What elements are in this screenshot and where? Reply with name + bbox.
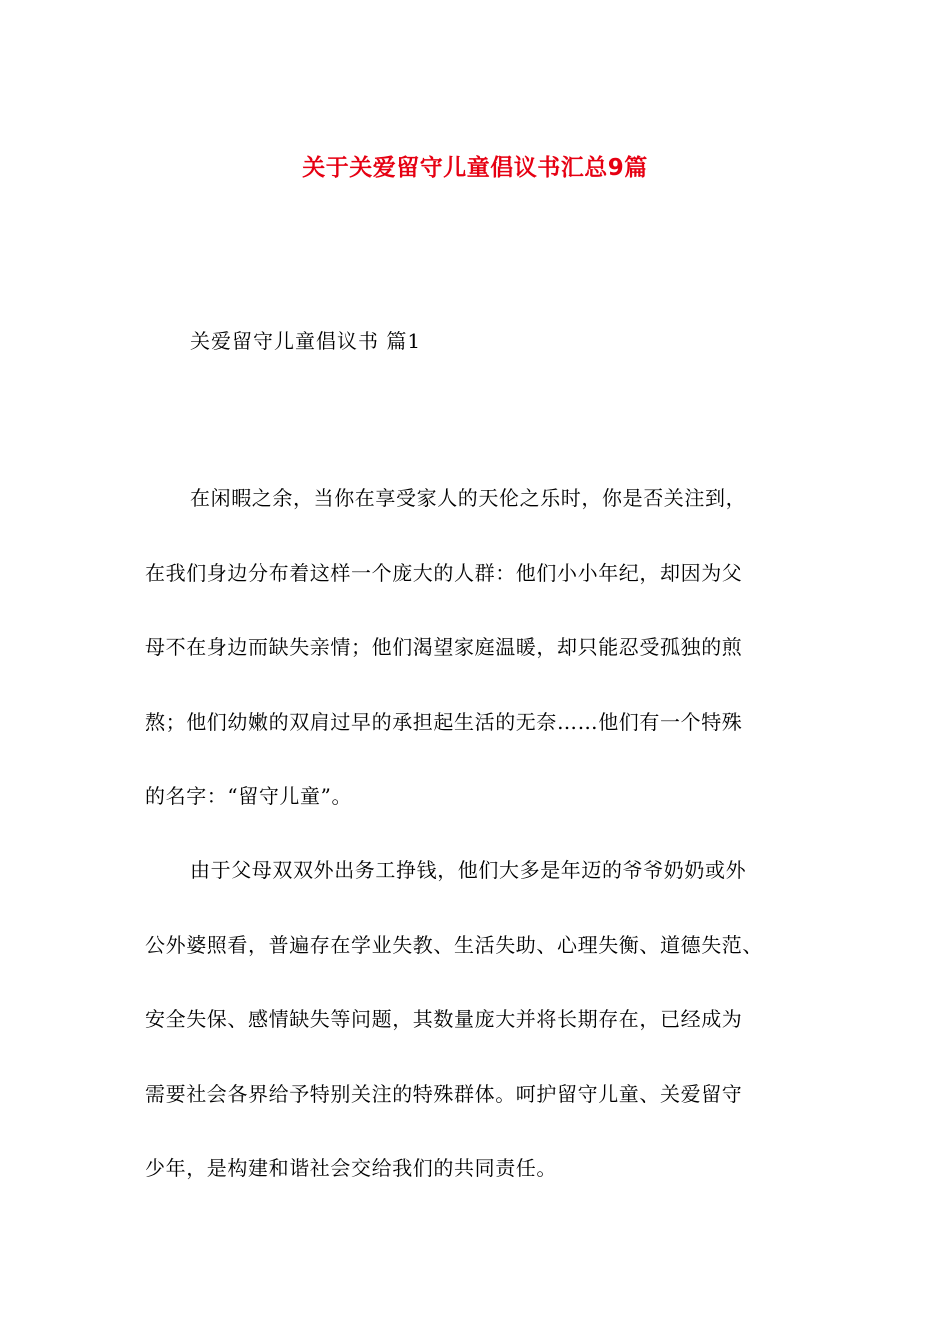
paragraph-line: 在闲暇之余，当你在享受家人的天伦之乐时，你是否关注到，: [190, 486, 747, 510]
paragraph-line: 由于父母双双外出务工挣钱，他们大多是年迈的爷爷奶奶或外: [190, 858, 747, 882]
paragraph-line: 安全失保、感情缺失等问题，其数量庞大并将长期存在，已经成为: [145, 1007, 743, 1031]
document-title: 关于关爱留守儿童倡议书汇总9篇: [302, 155, 648, 182]
section-heading: 关爱留守儿童倡议书 篇1: [190, 329, 422, 353]
paragraph-line: 少年，是构建和谐社会交给我们的共同责任。: [145, 1156, 557, 1180]
paragraph-line: 在我们身边分布着这样一个庞大的人群：他们小小年纪，却因为父: [145, 560, 743, 585]
paragraph-line: 公外婆照看，普遍存在学业失教、生活失助、心理失衡、道德失范、: [145, 932, 763, 957]
paragraph-1: [145, 461, 825, 834]
paragraph-line: 熬；他们幼嫩的双肩过早的承担起生活的无奈……他们有一个特殊: [145, 709, 743, 734]
paragraph-line: 的名字：“留守儿童”。: [145, 784, 353, 808]
paragraph-line: 母不在身边而缺失亲情；他们渴望家庭温暖，却只能忍受孤独的煎: [145, 635, 743, 659]
paragraph-line: 需要社会各界给予特别关注的特殊群体。呵护留守儿童、关爱留守: [145, 1081, 743, 1106]
paragraph-2: [145, 833, 825, 1206]
